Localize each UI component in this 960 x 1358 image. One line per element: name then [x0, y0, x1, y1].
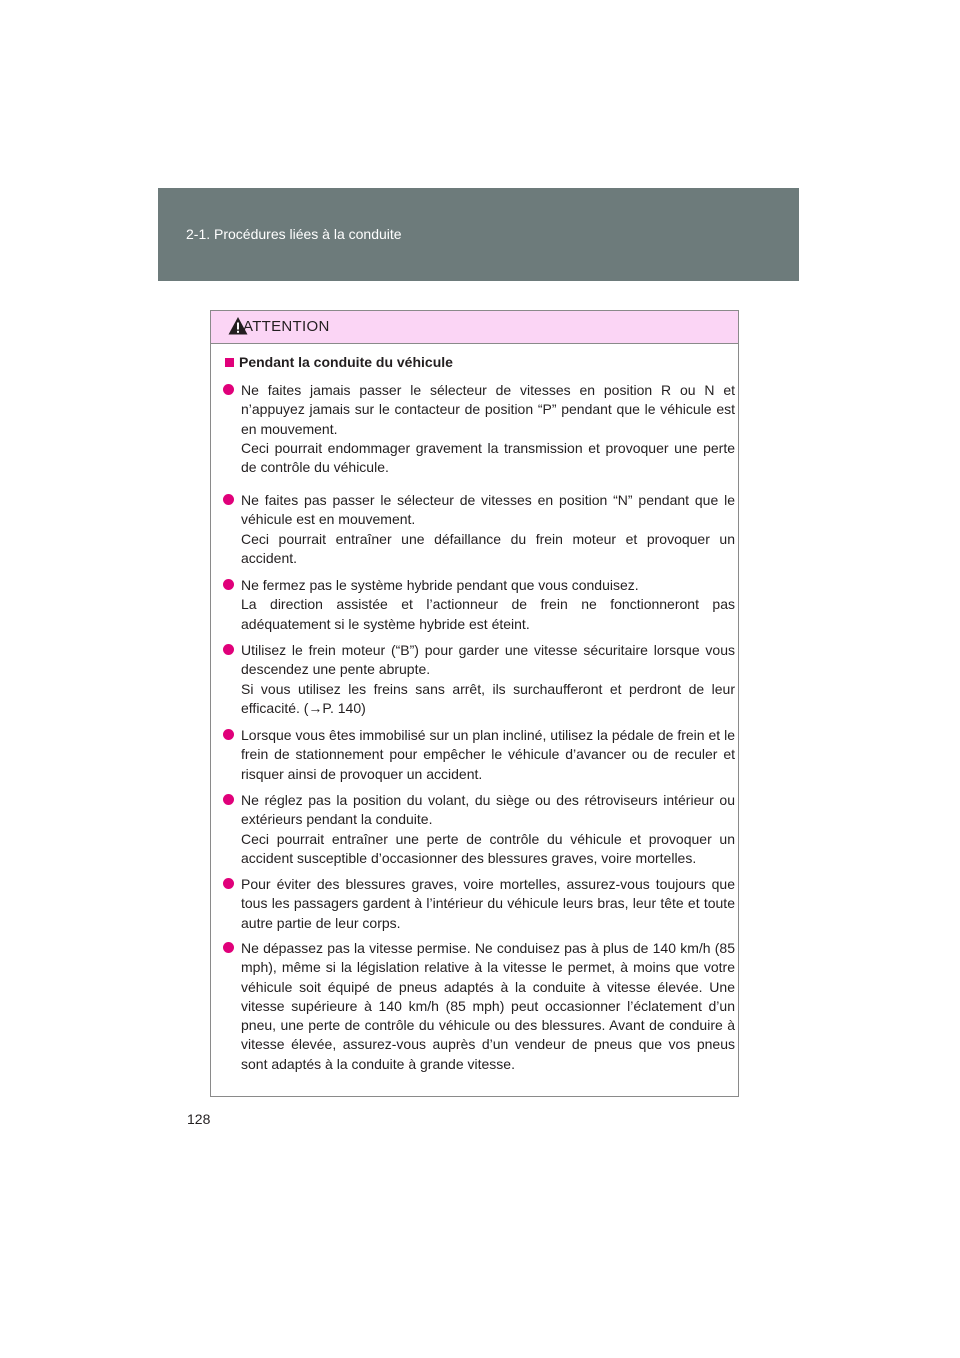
warning-box	[210, 310, 739, 1097]
bullet-dot-icon	[223, 644, 234, 655]
warning-item	[223, 381, 735, 477]
warning-item-text: Ne dépassez pas la vitesse permise. Ne conduisez pas à plus de 140 km/h (85 mph), même si la législation relative à la vitesse le permet, à moins que votre véhicule soit équipé de pneus adaptés à la conduite à vitesse élevée. Une vitesse supérieure à 140 km/h (85 mph) peut occasionner l’éclatement d’un pneu, une perte de contrôle du véhicule ou des blessures. Avant de conduire à vitesse élevée, assurez-vous auprès d’un vendeur de pneus que vos pneus sont adaptés à la conduite à grande vitesse.	[241, 940, 735, 1072]
warning-item	[223, 726, 735, 784]
section-header-band	[158, 188, 799, 281]
warning-item-text: Utilisez le frein moteur (“B”) pour garder une vitesse sécuritaire lorsque vous descendez une pente abrupte.	[241, 642, 735, 678]
bullet-dot-icon	[223, 579, 234, 590]
bullet-dot-icon	[223, 794, 234, 805]
warning-item	[223, 939, 735, 1074]
warning-item-text: Ne faites pas passer le sélecteur de vitesses en position “N” pendant que le véhicule est en mouvement.	[241, 492, 735, 528]
bullet-dot-icon	[223, 384, 234, 395]
warning-item	[223, 875, 735, 933]
warning-item	[223, 791, 735, 868]
warning-item-text: Lorsque vous êtes immobilisé sur un plan incliné, utilisez la pédale de frein et le frein de stationnement pour empêcher le véhicule d’avancer ou de reculer et risquer ainsi de provoquer un accident.	[241, 727, 735, 782]
page-number: 128	[187, 1111, 211, 1127]
warning-header	[211, 311, 738, 344]
warning-item-text: Si vous utilisez les freins sans arrêt, ils surchaufferont et perdront de leur efficacité. (→P. 140)	[241, 680, 735, 716]
warning-item-text: Ne faites jamais passer le sélecteur de vitesses en position R ou N et n’appuyez jamais sur le contacteur de position “P” pendant que le véhicule est en mouvement.	[241, 382, 735, 437]
bullet-dot-icon	[223, 878, 234, 889]
warning-item	[223, 491, 735, 568]
subsection-heading	[225, 354, 453, 370]
warning-item-text: La direction assistée et l’actionneur de frein ne fonctionneront pas adéquatement si le système hybride est éteint.	[241, 596, 735, 632]
bullet-dot-icon	[223, 942, 234, 953]
warning-item-text: Ne fermez pas le système hybride pendant que vous conduisez.	[241, 577, 639, 593]
bullet-dot-icon	[223, 729, 234, 740]
warning-title: ATTENTION	[243, 318, 330, 335]
warning-item-text: Ceci pourrait entraîner une défaillance du frein moteur et provoquer un accident.	[241, 530, 735, 566]
warning-item	[223, 641, 735, 718]
warning-item-text: Ceci pourrait endommager gravement la transmission et provoquer une perte de contrôle du véhicule.	[241, 439, 735, 476]
section-title: 2-1. Procédures liées à la conduite	[186, 226, 402, 242]
square-bullet-icon	[225, 358, 234, 367]
warning-item-text: Pour éviter des blessures graves, voire mortelles, assurez-vous toujours que tous les passagers gardent à l’intérieur du véhicule leurs bras, leur tête et toute autre partie de leur corps.	[241, 876, 735, 931]
subsection-heading-text: Pendant la conduite du véhicule	[239, 354, 453, 370]
warning-item	[223, 576, 735, 634]
warning-item-text: Ne réglez pas la position du volant, du siège ou des rétroviseurs intérieur ou extérieurs pendant la conduite.	[241, 792, 735, 828]
bullet-dot-icon	[223, 494, 234, 505]
warning-item-text: Ceci pourrait entraîner une perte de contrôle du véhicule et provoquer un accident susceptible d’occasionner des blessures graves, voire mortelles.	[241, 830, 735, 866]
